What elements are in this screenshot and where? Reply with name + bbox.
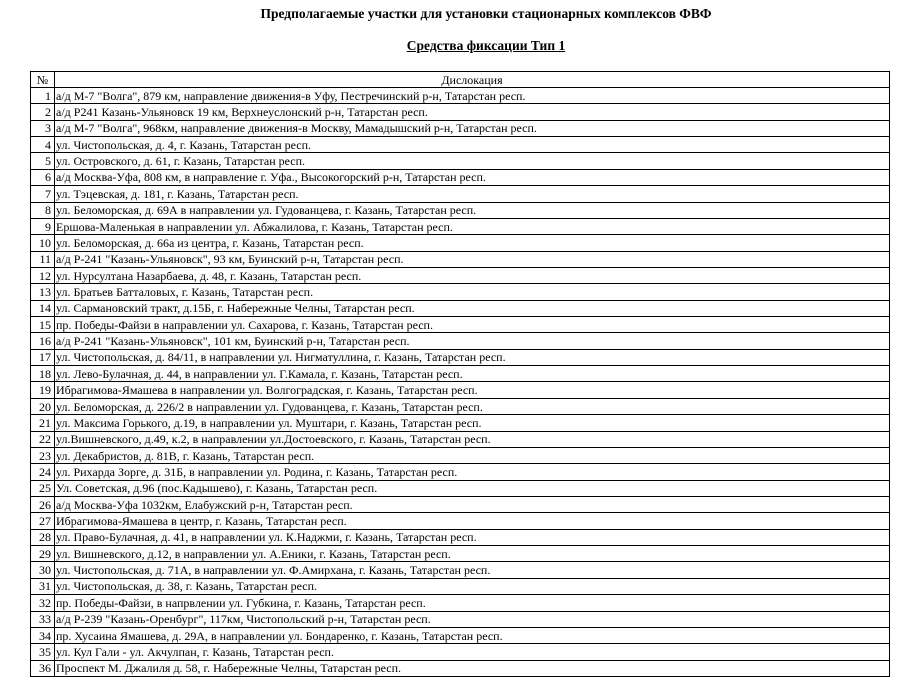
- row-location: ул. Вишневского, д.12, в направлении ул. А.Еники, г. Казань, Татарстан респ.: [55, 546, 890, 562]
- row-number: 35: [31, 644, 55, 660]
- table-row: [31, 88, 890, 104]
- table-row: [31, 578, 890, 594]
- row-location: ул. Беломорская, д. 69А в направлении ул. Гудованцева, г. Казань, Татарстан респ.: [55, 202, 890, 218]
- row-number: 9: [31, 218, 55, 234]
- row-number: 1: [31, 88, 55, 104]
- row-location: ул. Чистопольская, д. 4, г. Казань, Татарстан респ.: [55, 137, 890, 153]
- row-location: а/д Р-241 "Казань-Ульяновск", 101 км, Буинский р-н, Татарстан респ.: [55, 333, 890, 349]
- table-row: [31, 153, 890, 169]
- row-location: Ершова-Маленькая в направлении ул. Абжалилова, г. Казань, Татарстан респ.: [55, 218, 890, 234]
- table-row: [31, 496, 890, 512]
- row-location: ул. Сармановский тракт, д.15Б, г. Набережные Челны, Татарстан респ.: [55, 300, 890, 316]
- row-number: 36: [31, 660, 55, 676]
- row-number: 33: [31, 611, 55, 627]
- row-number: 2: [31, 104, 55, 120]
- table-row: [31, 415, 890, 431]
- table-row: [31, 251, 890, 267]
- table-row: [31, 104, 890, 120]
- row-number: 34: [31, 627, 55, 643]
- table-row: [31, 627, 890, 643]
- table-row: [31, 218, 890, 234]
- row-number: 23: [31, 447, 55, 463]
- row-number: 17: [31, 349, 55, 365]
- table-row: [31, 349, 890, 365]
- row-number: 18: [31, 366, 55, 382]
- table-row: [31, 529, 890, 545]
- table-row: [31, 169, 890, 185]
- row-location: ул.Вишневского, д.49, к.2, в направлении ул.Достоевского, г. Казань, Татарстан респ.: [55, 431, 890, 447]
- row-number: 20: [31, 398, 55, 414]
- table-row: [31, 611, 890, 627]
- table-row: [31, 562, 890, 578]
- row-location: ул. Кул Гали - ул. Акчулпан, г. Казань, Татарстан респ.: [55, 644, 890, 660]
- row-number: 32: [31, 595, 55, 611]
- row-location: Ул. Советская, д.96 (пос.Кадышево), г. Казань, Татарстан респ.: [55, 480, 890, 496]
- document-title: Предполагаемые участки для установки стационарных комплексов ФВФ: [260, 6, 712, 21]
- row-location: ул. Декабристов, д. 81В, г. Казань, Татарстан респ.: [55, 447, 890, 463]
- row-location: а/д Р-241 "Казань-Ульяновск", 93 км, Буинский р-н, Татарстан респ.: [55, 251, 890, 267]
- table-row: [31, 431, 890, 447]
- table-row: [31, 235, 890, 251]
- row-number: 8: [31, 202, 55, 218]
- row-number: 14: [31, 300, 55, 316]
- row-location: а/д Москва-Уфа, 808 км, в направление г. Уфа., Высокогорский р-н, Татарстан респ.: [55, 169, 890, 185]
- row-location: пр. Победы-Файзи в направлении ул. Сахарова, г. Казань, Татарстан респ.: [55, 317, 890, 333]
- table-row: [31, 660, 890, 676]
- row-location: ул. Лево-Булачная, д. 44, в направлении ул. Г.Камала, г. Казань, Татарстан респ.: [55, 366, 890, 382]
- row-number: 25: [31, 480, 55, 496]
- row-location: ул. Братьев Батталовых, г. Казань, Татарстан респ.: [55, 284, 890, 300]
- table-header-row: [31, 72, 890, 88]
- row-number: 13: [31, 284, 55, 300]
- row-location: а/д Р-239 "Казань-Оренбург", 117км, Чистопольский р-н, Татарстан респ.: [55, 611, 890, 627]
- table-row: [31, 644, 890, 660]
- table-row: [31, 300, 890, 316]
- table-row: [31, 480, 890, 496]
- document-subtitle: Средства фиксации Тип 1: [406, 38, 566, 53]
- table-row: [31, 202, 890, 218]
- row-number: 6: [31, 169, 55, 185]
- table-row: [31, 513, 890, 529]
- row-number: 5: [31, 153, 55, 169]
- table-row: [31, 317, 890, 333]
- header-number: №: [31, 72, 55, 88]
- row-number: 11: [31, 251, 55, 267]
- table-row: [31, 447, 890, 463]
- row-location: ул. Рихарда Зорге, д. 31Б, в направлении ул. Родина, г. Казань, Татарстан респ.: [55, 464, 890, 480]
- table-row: [31, 137, 890, 153]
- row-number: 22: [31, 431, 55, 447]
- row-number: 3: [31, 120, 55, 136]
- row-number: 28: [31, 529, 55, 545]
- row-number: 19: [31, 382, 55, 398]
- row-location: а/д Р241 Казань-Ульяновск 19 км, Верхнеуслонский р-н, Татарстан респ.: [55, 104, 890, 120]
- row-number: 4: [31, 137, 55, 153]
- table-row: [31, 382, 890, 398]
- row-location: а/д М-7 "Волга", 968км, направление движения-в Москву, Мамадышский р-н, Татарстан респ.: [55, 120, 890, 136]
- table-row: [31, 333, 890, 349]
- row-location: ул. Чистопольская, д. 84/11, в направлении ул. Нигматуллина, г. Казань, Татарстан респ.: [55, 349, 890, 365]
- row-location: ул. Право-Булачная, д. 41, в направлении ул. К.Наджми, г. Казань, Татарстан респ.: [55, 529, 890, 545]
- row-location: ул. Чистопольская, д. 38, г. Казань, Татарстан респ.: [55, 578, 890, 594]
- table-row: [31, 464, 890, 480]
- table-row: [31, 546, 890, 562]
- row-location: пр. Победы-Файзи, в напрвлении ул. Губкина, г. Казань, Татарстан респ.: [55, 595, 890, 611]
- row-location: а/д М-7 "Волга", 879 км, направление движения-в Уфу, Пестречинский р-н, Татарстан респ.: [55, 88, 890, 104]
- table-row: [31, 366, 890, 382]
- row-number: 12: [31, 267, 55, 283]
- row-number: 7: [31, 186, 55, 202]
- table-row: [31, 120, 890, 136]
- row-location: ул. Островского, д. 61, г. Казань, Татарстан респ.: [55, 153, 890, 169]
- row-location: пр. Хусаина Ямашева, д. 29А, в направлении ул. Бондаренко, г. Казань, Татарстан респ.: [55, 627, 890, 643]
- table-body: [31, 88, 890, 677]
- row-number: 29: [31, 546, 55, 562]
- row-location: ул. Нурсултана Назарбаева, д. 48, г. Казань, Татарстан респ.: [55, 267, 890, 283]
- header-location: Дислокация: [55, 72, 890, 88]
- locations-table: [30, 71, 890, 677]
- row-number: 16: [31, 333, 55, 349]
- table-row: [31, 595, 890, 611]
- row-location: ул. Беломорская, д. 226/2 в направлении ул. Гудованцева, г. Казань, Татарстан респ.: [55, 398, 890, 414]
- table-row: [31, 398, 890, 414]
- row-number: 24: [31, 464, 55, 480]
- row-location: ул. Беломорская, д. 66а из центра, г. Казань, Татарстан респ.: [55, 235, 890, 251]
- row-number: 31: [31, 578, 55, 594]
- row-location: Ибрагимова-Ямашева в направлении ул. Волгоградская, г. Казань, Татарстан респ.: [55, 382, 890, 398]
- row-location: Проспект М. Джалиля д. 58, г. Набережные Челны, Татарстан респ.: [55, 660, 890, 676]
- row-number: 27: [31, 513, 55, 529]
- row-number: 21: [31, 415, 55, 431]
- row-number: 10: [31, 235, 55, 251]
- row-number: 30: [31, 562, 55, 578]
- row-location: ул. Тэцевская, д. 181, г. Казань, Татарстан респ.: [55, 186, 890, 202]
- table-row: [31, 186, 890, 202]
- row-location: ул. Максима Горького, д.19, в направлении ул. Муштари, г. Казань, Татарстан респ.: [55, 415, 890, 431]
- row-location: а/д Москва-Уфа 1032км, Елабужский р-н, Татарстан респ.: [55, 496, 890, 512]
- row-location: Ибрагимова-Ямашева в центр, г. Казань, Татарстан респ.: [55, 513, 890, 529]
- table-row: [31, 284, 890, 300]
- table-row: [31, 267, 890, 283]
- row-number: 26: [31, 496, 55, 512]
- row-location: ул. Чистопольская, д. 71А, в направлении ул. Ф.Амирхана, г. Казань, Татарстан респ.: [55, 562, 890, 578]
- row-number: 15: [31, 317, 55, 333]
